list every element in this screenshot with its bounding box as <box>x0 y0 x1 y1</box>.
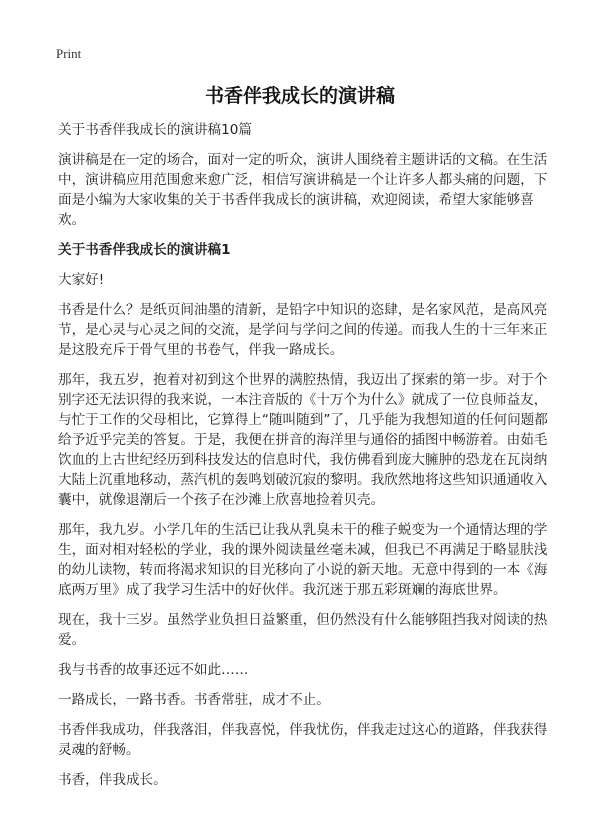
subtitle: 关于书香伴我成长的演讲稿10篇 <box>58 122 253 138</box>
paragraph: 书香，伴我成长。 <box>58 772 167 788</box>
print-link[interactable]: Print <box>56 46 82 61</box>
section-heading: 关于书香伴我成长的演讲稿1 <box>58 242 231 258</box>
page-title: 书香伴我成长的演讲稿 <box>204 85 395 107</box>
paragraph: 大家好! <box>58 272 105 288</box>
paragraph: 那年，我九岁。小学几年的生活已让我从乳臭未干的稚子蜕变为一个通情达理的学生，面对相对轻松的学业，我的课外阅读量丝毫未减，但我已不再满足于略显肤浅的幼儿读物，转而将渴求知识的目光移向了小说的新天地。无意中得到的一本《海底两万里》成了我学习生活中的好伙伴。我沉迷于那五彩斑斓的海底世界。 <box>58 522 548 598</box>
paragraph: 我与书香的故事还远不如此…… <box>58 662 249 678</box>
paragraph: 现在，我十三岁。虽然学业负担日益繁重，但仍然没有什么能够阻挡我对阅读的热爱。 <box>58 612 548 648</box>
paragraph: 书香伴我成功，伴我落泪，伴我喜悦，伴我忧伤，伴我走过这心的道路，伴我获得灵魂的舒畅。 <box>58 722 548 758</box>
paragraph: 一路成长，一路书香。书香常驻，成才不止。 <box>58 692 330 708</box>
intro-paragraph: 演讲稿是在一定的场合，面对一定的听众，演讲人围绕着主题讲话的文稿。在生活中，演讲稿应用范围愈来愈广泛，相信写演讲稿是一个让许多人都头痛的问题，下面是小编为大家收集的关于书香伴我成长的演讲稿，欢迎阅读，希望大家能够喜欢。 <box>58 152 548 228</box>
article-body <box>58 120 552 800</box>
paragraph: 那年，我五岁，抱着对初到这个世界的满腔热情，我迈出了探索的第一步。对于个别字还无法识得的我来说，一本注音版的《十万个为什么》就成了一位良师益友，与忙于工作的父母相比，它算得上“随叫随到”了，几乎能为我想知道的任何问题都给予近乎完美的答复。于是，我便在拼音的海洋里与通俗的插图中畅游着。由茹毛饮血的上古世纪经历到科技发达的信息时代，我仿佛看到庞大臃肿的恐龙在瓦岗纳大陆上沉重地移动，蒸汽机的轰鸣划破沉寂的黎明。我欣然地将这些知识通通收入囊中，就像退潮后一个孩子在沙滩上欣喜地捡着贝壳。 <box>58 372 548 508</box>
paragraph: 书香是什么？是纸页间油墨的清新，是铅字中知识的恣肆，是名家风范，是高风亮节，是心灵与心灵之间的交流，是学问与学问之间的传递。而我人生的十三年来正是这股充斥于骨气里的书卷气，伴我一路成长。 <box>58 302 548 358</box>
